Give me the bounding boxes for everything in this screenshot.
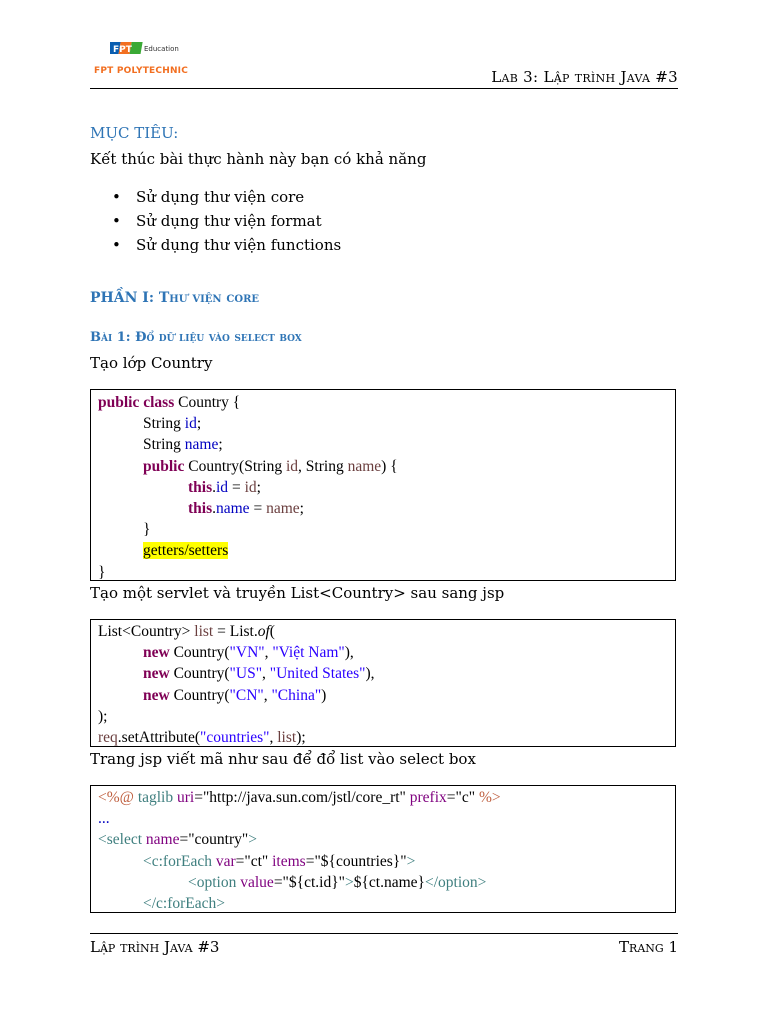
lesson-heading: Bài 1: Đổ dữ liệu vào select box	[90, 330, 302, 345]
highlighted-text: getters/setters	[143, 542, 229, 560]
code-line: );	[98, 707, 108, 725]
footer-divider	[90, 933, 678, 934]
code-block-servlet	[90, 619, 676, 747]
logo-sub: Education	[144, 45, 179, 53]
code-line: ...	[98, 810, 110, 828]
paragraph-create-class: Tạo lớp Country	[90, 354, 213, 372]
code-block-country-class	[90, 389, 676, 581]
list-item: • Sử dụng thư viện functions	[90, 233, 341, 257]
header-divider	[90, 88, 678, 89]
list-item: • Sử dụng thư viện core	[90, 185, 341, 209]
code-line: this.id = id;	[188, 478, 261, 496]
code-line: <select name="country">	[98, 831, 257, 849]
code-line: new Country("VN", "Việt Nam"),	[143, 644, 354, 662]
code-line: req.setAttribute("countries", list);	[98, 728, 306, 746]
paragraph-create-servlet: Tạo một servlet và truyền List<Country> sau sang jsp	[90, 584, 505, 602]
objective-heading: MỤC TIÊU:	[90, 124, 179, 142]
code-line: public Country(String id, String name) {	[143, 457, 398, 475]
code-line: }	[98, 563, 106, 581]
logo-mark-text: FPT	[113, 45, 132, 55]
code-line	[91, 540, 675, 561]
paragraph-jsp-code: Trang jsp viết mã như sau để đổ list vào select box	[90, 750, 476, 768]
code-line: <%@ taglib uri="http://java.sun.com/jstl/core_rt" prefix="c" %>	[98, 789, 501, 806]
code-line: new Country("US", "United States"),	[143, 665, 375, 683]
code-line: String name;	[143, 436, 223, 454]
code-line: <c:forEach var="ct" items="${countries}">	[143, 852, 416, 870]
part-heading: PHẦN I: Thư viện core	[90, 290, 260, 306]
page-number: Trang 1	[619, 938, 678, 956]
code-line: String id;	[143, 415, 202, 433]
code-line: }	[143, 521, 151, 539]
code-line: new Country("CN", "China")	[143, 686, 327, 704]
code-line: List<Country> list = List.of(	[98, 623, 275, 640]
code-line: public class Country {	[98, 394, 241, 411]
header-title: Lab 3: Lập trình Java #3	[491, 68, 678, 86]
code-line: </c:forEach>	[143, 894, 226, 912]
fpt-logo	[94, 40, 210, 80]
objective-intro: Kết thúc bài thực hành này bạn có khả năng	[90, 150, 427, 168]
footer-title: Lập trình Java #3	[90, 938, 220, 956]
code-line: <option value="${ct.id}">${ct.name}</option>	[188, 873, 487, 891]
code-line: this.name = name;	[188, 499, 304, 517]
list-item: • Sử dụng thư viện format	[90, 209, 341, 233]
objective-list	[90, 185, 341, 257]
logo-name: FPT POLYTECHNIC	[94, 66, 189, 76]
code-block-jsp	[90, 785, 676, 913]
